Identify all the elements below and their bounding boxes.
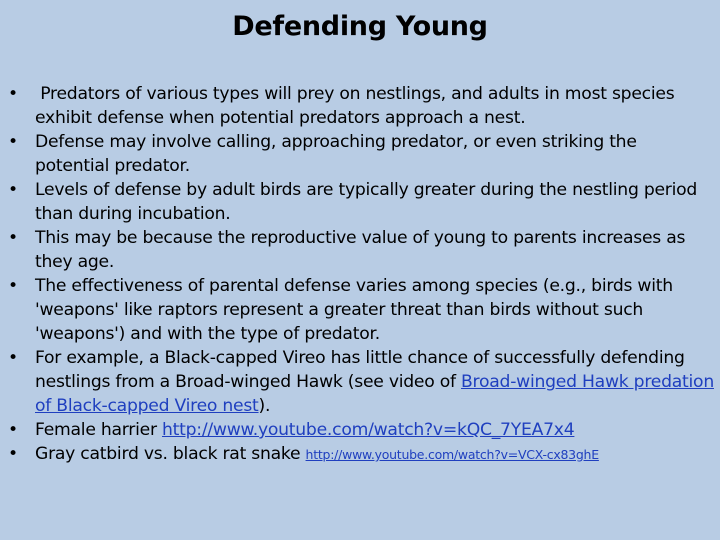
bullet-item bbox=[8, 178, 714, 226]
bullet-item bbox=[8, 442, 714, 467]
bullet-icon: • bbox=[8, 228, 18, 248]
bullet-text-end: ). bbox=[258, 396, 271, 416]
bullet-text: This may be because the reproductive value of young to parents increases as they age. bbox=[35, 228, 686, 272]
bullet-icon: • bbox=[8, 132, 18, 152]
bullet-text: The effectiveness of parental defense varies among species (e.g., birds with 'weapons' like raptors represent a greater threat than birds without such 'weapons') and with the type of predator. bbox=[35, 276, 673, 344]
bullet-item bbox=[8, 274, 714, 346]
slide-title: Defending Young bbox=[232, 11, 488, 42]
bullet-text: Defense may involve calling, approaching predator, or even striking the potential predator. bbox=[35, 132, 637, 176]
bullet-text: Gray catbird vs. black rat snake bbox=[35, 444, 306, 464]
bullet-list bbox=[8, 82, 714, 467]
bullet-icon: • bbox=[8, 180, 18, 200]
bullet-item bbox=[8, 226, 714, 274]
video-link-gray-catbird[interactable]: http://www.youtube.com/watch?v=VCX-cx83ghE bbox=[305, 447, 599, 462]
bullet-item bbox=[8, 82, 714, 130]
bullet-item bbox=[8, 130, 714, 178]
bullet-item bbox=[8, 346, 714, 418]
bullet-text: Predators of various types will prey on nestlings, and adults in most species exhibit defense when potential predators approach a nest. bbox=[35, 84, 680, 128]
bullet-text: For example, a Black-capped Vireo has little chance of successfully defending nestlings from a Broad-winged Hawk (see video of bbox=[35, 348, 685, 392]
video-link-female-harrier[interactable]: http://www.youtube.com/watch?v=kQC_7YEA7x4 bbox=[162, 420, 575, 440]
bullet-text: Levels of defense by adult birds are typically greater during the nestling period than during incubation. bbox=[35, 180, 698, 224]
bullet-icon: • bbox=[8, 276, 18, 296]
bullet-text: Female harrier bbox=[35, 420, 162, 440]
bullet-icon: • bbox=[8, 348, 18, 368]
bullet-icon: • bbox=[8, 420, 18, 440]
bullet-icon: • bbox=[8, 444, 18, 464]
video-link-broad-winged-hawk[interactable]: Broad-winged Hawk predation of Black-capped Vireo nest bbox=[35, 372, 714, 416]
bullet-icon: • bbox=[8, 84, 18, 104]
bullet-item bbox=[8, 418, 714, 442]
